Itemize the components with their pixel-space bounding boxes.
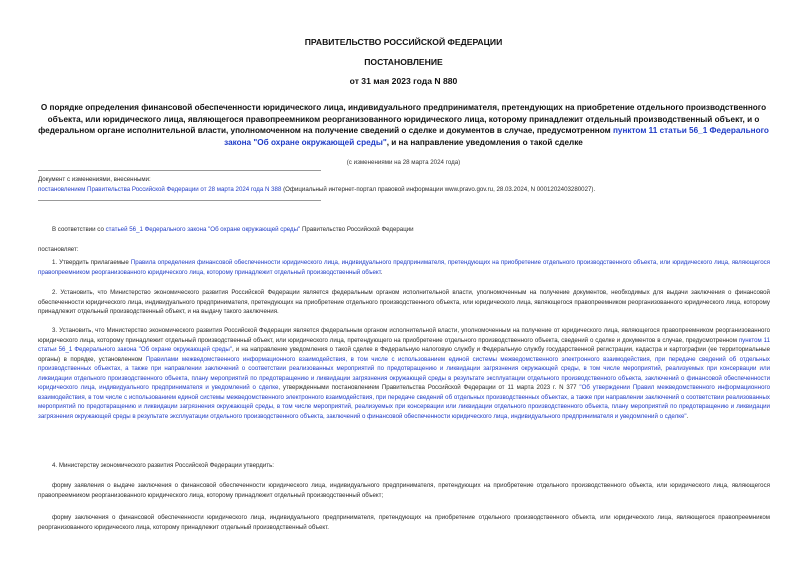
changes-block [38, 175, 770, 194]
resolution-377-link[interactable]: "Об утверждении Правил межведомственного информационного взаимодействия, в том числе с использованием единой системы межведомственного электронного взаимодействия, при передаче сведений об отдельных производственных объектах, а также при направлении заключений о соответствии реализованных мероприятий по предотвращению и ликвидации загрязнения окружающей среды, в том числе мероприятий, реализуемых при консервации или ликвидации отдельного производственного объекта, плану мероприятий по предотвращению и ликвидации загрязнения окружающей среды в результате эксплуатации отдельного производственного объекта, заключений о финансовой обеспеченности юридического лица, индивидуального предпринимателя и уведомлений о сделке" [38, 384, 770, 420]
item-4-form-conclusion [38, 513, 770, 532]
title-text-part2: , и на направление уведомления о такой сделке [386, 137, 583, 147]
title-law-link[interactable]: пунктом 11 статьи 56_1 Федерального закона "Об охране окружающей среды" [224, 126, 769, 147]
item-3-text3: , утвержденными постановлением Правительства Российской Федерации от 11 марта 2023 г. N 377 [278, 384, 580, 391]
changes-line [38, 185, 770, 195]
preamble-law-link[interactable]: статьей 56_1 Федерального закона "Об охране окружающей среды" [105, 226, 301, 233]
item-1-text1: 1. Утвердить прилагаемые [52, 259, 131, 266]
government-heading: ПРАВИТЕЛЬСТВО РОССИЙСКОЙ ФЕДЕРАЦИИ [304, 37, 503, 47]
title-text-part1: О порядке определения финансовой обеспеченности юридического лица, индивидуального предпринимателя, претендующих на приобретение отдельного производственного объекта, или юридического лица, являющегося правопреемником реорганизованного юридического лица, которому принадлежит отдельный производственный объект, и о федеральном органе исполнительной власти, уполномоченном на получение сведений о сделке и документов в случае, предусмотренном [38, 103, 767, 136]
preamble [38, 225, 770, 235]
rules-link[interactable]: Правила определения финансовой обеспеченности юридического лица, индивидуального предпринимателя, претендующих на приобретение отдельного производственного объекта, или юридического лица, являющегося правопреемником реорганизованного юридического лица, которому принадлежит отдельный производственный объект [38, 259, 771, 276]
divider-top [38, 170, 321, 171]
item-4 [38, 461, 770, 471]
item-4-form-application [38, 481, 770, 500]
amendment-link[interactable]: постановлением Правительства Российской Федерации от 28 марта 2024 года N 388 [38, 185, 282, 193]
revision-note: (с изменениями на 28 марта 2024 года) [346, 159, 461, 166]
preamble-text2: Правительство Российской Федерации [300, 226, 414, 233]
amendment-source: (Официальный интернет-портал правовой информации www.pravo.gov.ru, 28.03.2024, N 0001202403280027). [281, 185, 596, 193]
changes-intro: Документ с изменениями, внесенными: [38, 176, 151, 183]
document-type: ПОСТАНОВЛЕНИЕ [364, 57, 443, 67]
document-date-number: от 31 мая 2023 года N 880 [349, 76, 458, 86]
item-4-text: 4. Министерству экономического развития Российской Федерации утвердить: [52, 462, 274, 469]
divider-bottom [38, 200, 321, 201]
item-1-text2: . [380, 268, 383, 276]
document-title [28, 102, 779, 148]
item-3-text1: 3. Установить, что Министерство экономического развития Российской Федерации является федеральным органом исполнительной власти, уполномоченным на получение от юридического лица, являющегося правопреемником реорганизованного юридического лица, которому принадлежит отдельный производственный объект, или юридического лица, претендующего на приобретение отдельного производственного объекта, сведений о сделке и документов в случае, предусмотренном [38, 327, 770, 344]
item-2-text: 2. Установить, что Министерство экономического развития Российской Федерации является федеральным органом исполнительной власти, уполномоченным на получение документов, необходимых для выдачи заключения о финансовой обеспеченности юридического лица, индивидуального предпринимателя, претендующих на приобретение отдельного производственного объекта, или юридического лица, являющегося правопреемником реорганизованного юридического лица, которому принадлежит отдельный производственный объект, и на выдачу такого заключения. [38, 289, 770, 316]
item-3 [38, 326, 770, 421]
item-1 [38, 258, 770, 277]
decides-label: постановляет: [38, 246, 79, 253]
item-4b-text: форму заключения о финансовой обеспеченности юридического лица, индивидуального предпринимателя, претендующих на приобретение отдельного производственного объекта, или юридического лица, являющегося правопреемником реорганизованного юридического лица, которому принадлежит отдельный производственный объект. [38, 514, 770, 531]
item-3-law-link[interactable]: пунктом 11 статьи 56_1 Федерального закона "Об охране окружающей среды" [38, 336, 770, 353]
preamble-text1: В соответствии со [52, 226, 106, 233]
item-2 [38, 288, 770, 317]
item-3-text4: . [686, 412, 689, 420]
item-4a-text: форму заявления о выдаче заключения о финансовой обеспеченности юридического лица, индивидуального предпринимателя, претендующих на приобретение отдельного производственного объекта, или юридического лица, являющегося правопреемником реорганизованного юридического лица, которому принадлежит отдельный производственный объект; [38, 482, 770, 499]
interaction-rules-link[interactable]: Правилами межведомственного информационного взаимодействия, в том числе с использованием единой системы межведомственного электронного взаимодействия, при передаче сведений об отдельных производственных объектах, а также при направлении заключений о соответствии реализованных мероприятий по предотвращению и ликвидации загрязнения окружающей среды, в том числе мероприятий, реализуемых при консервации или ликвидации отдельного производственного объекта, плану мероприятий по предотвращению и ликвидации загрязнения окружающей среды в результате эксплуатации отдельного производственного объекта, заключений о финансовой обеспеченности юридического лица, индивидуального предпринимателя и уведомлений о сделке [38, 355, 770, 391]
item-3-text2: , и на направление уведомления о такой сделке в Федеральную налоговую службу и Федеральную службу государственной регистрации, кадастра и картографии (ее территориальные органы) в порядке, установленном [38, 346, 770, 363]
